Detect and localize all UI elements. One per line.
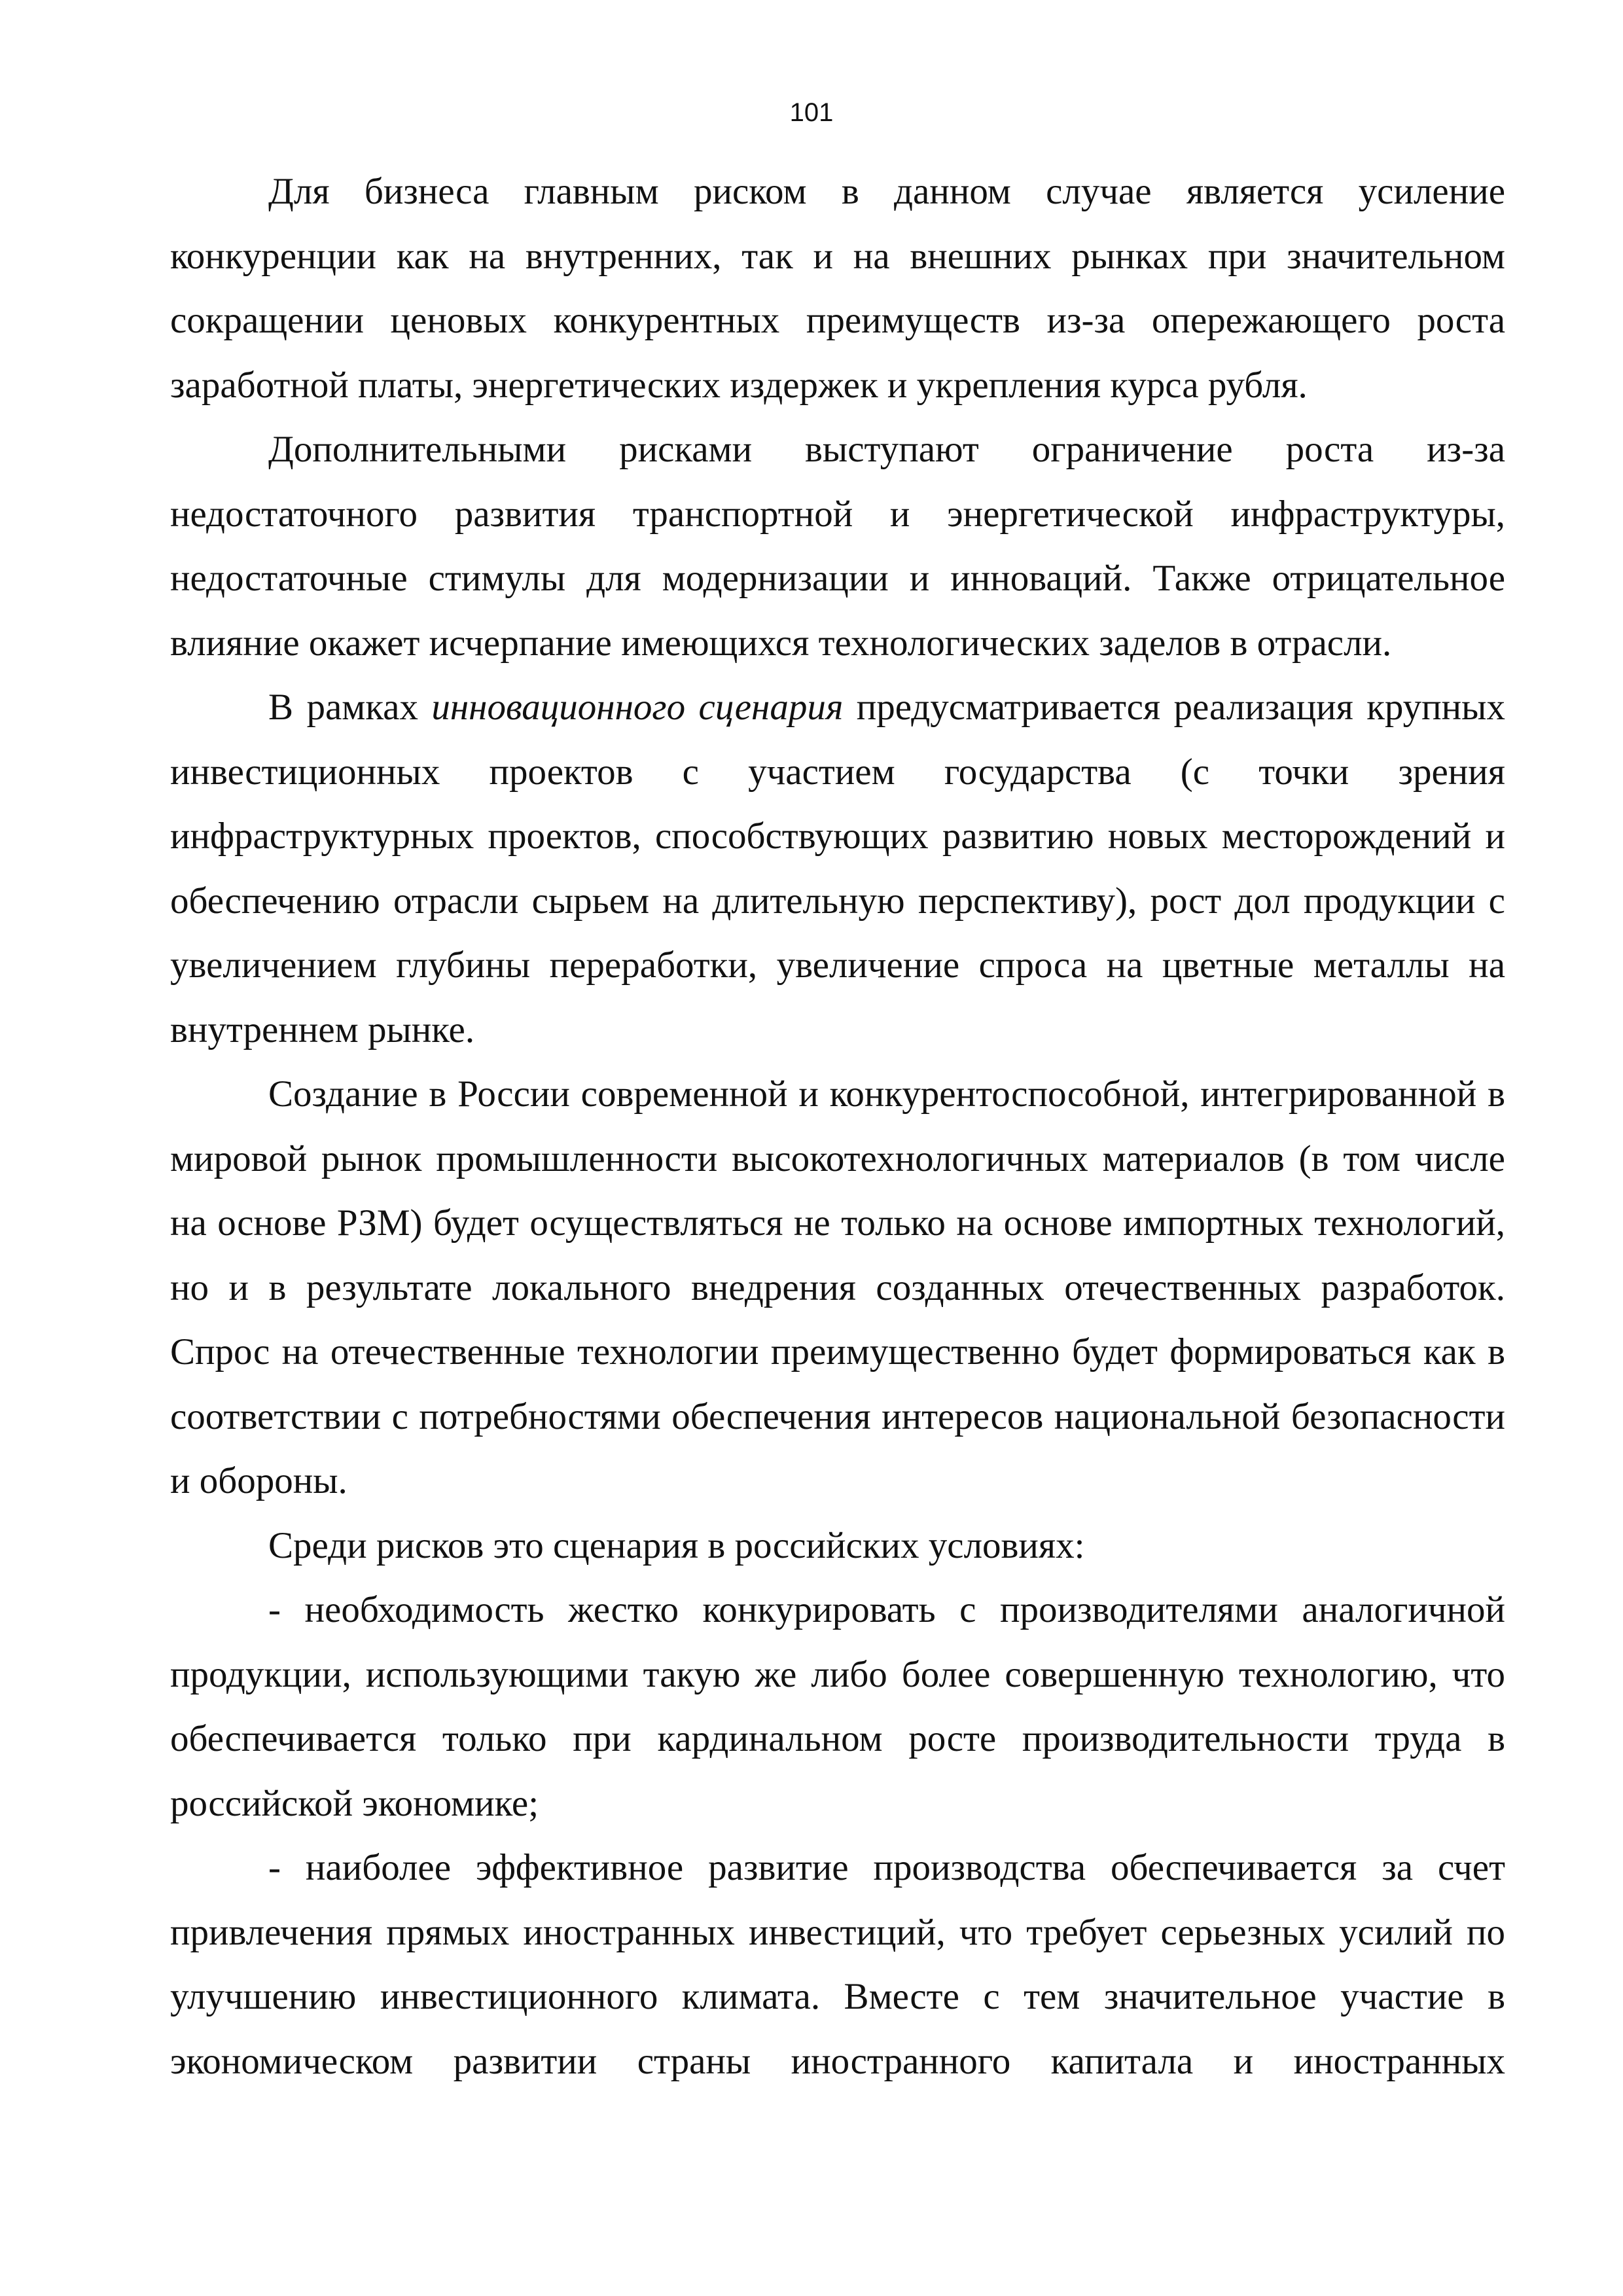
paragraph-scenario-risks-intro: Среди рисков это сценария в российских условиях: [268, 1524, 1085, 1566]
innovation-scenario-emphasis: инновационного сценария [431, 687, 844, 728]
paragraph-innovation-scenario [170, 675, 1505, 1062]
list-item-competition-risk: - необходимость жестко конкурировать с производителями аналогичной продукции, использующими такую же либо более совершенную технологию, что обеспечивается только при кардинальном росте производительности труда в российской экономике; [170, 1589, 1505, 1824]
document-body [170, 160, 1505, 2094]
list-item-investment-risk: - наиболее эффективное развитие производства обеспечивается за счет привлечения прямых иностранных инвестиций, что требует серьезных усилий по улучшению инвестиционного климата. Вместе с тем значительное участие в экономическом развитии страны иностранного капитала и иностранных [170, 1847, 1505, 2082]
paragraph-high-tech-materials: Создание в России современной и конкурентоспособной, интегрированной в мировой рынок промышленности высокотехнологичных материалов (в том числе на основе РЗМ) будет осуществляться не только на основе импортных технологий, но и в результате локального внедрения созданных отечественных разработок. Спрос на отечественные технологии преимущественно будет формироваться как в соответствии с потребностями обеспечения интересов национальной безопасности и обороны. [170, 1073, 1505, 1501]
paragraph-innovation-scenario-lead: В рамках [268, 687, 432, 728]
paragraph-business-risk: Для бизнеса главным риском в данном случае является усиление конкуренции как на внутренних, так и на внешних рынках при значительном сокращении ценовых конкурентных преимуществ из-за опережающего роста заработной платы, энергетических издержек и укрепления курса рубля. [170, 171, 1505, 406]
page-number: 101 [789, 98, 834, 127]
paragraph-additional-risks: Дополнительными рисками выступают ограничение роста из-за недостаточного развития транспортной и энергетической инфраструктуры, недостаточные стимулы для модернизации и инноваций. Также отрицательное влияние окажет исчерпание имеющихся технологических заделов в отрасли. [170, 429, 1505, 664]
paragraph-innovation-scenario-body: предусматривается реализация крупных инвестиционных проектов с участием государства (с точки зрения инфраструктурных проектов, способствующих развитию новых месторождений и обеспечению отрасли сырьем на длительную перспективу), рост дол продукции с увеличением глубины переработки, увеличение спроса на цветные металлы на внутреннем рынке. [170, 687, 1505, 1050]
